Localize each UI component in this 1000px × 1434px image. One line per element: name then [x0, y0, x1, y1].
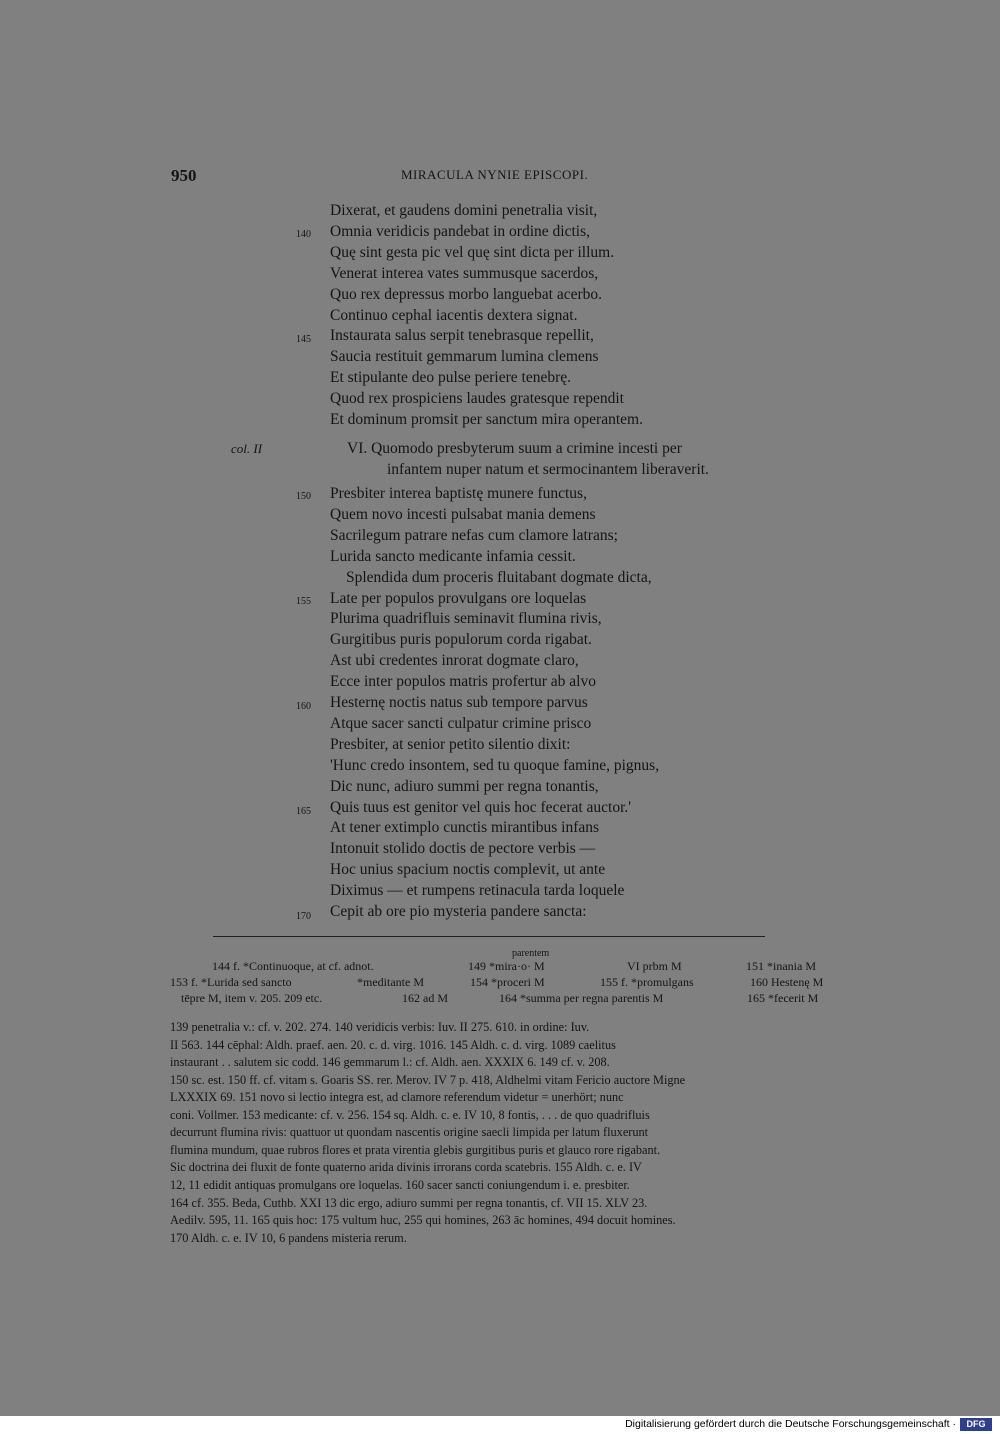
footnote-rule [213, 936, 765, 937]
note-line: instaurant . . salutem sic codd. 146 gemmarum l.: cf. Aldh. aen. XXXIX 6. 149 cf. v. 208. [170, 1055, 610, 1070]
note-line: flumina mundum, quae rubros flores et prata virentia glebis gurgitibus puris et glauco rore rigabant. [170, 1142, 661, 1157]
note-line: 170 Aldh. c. e. IV 10, 6 pandens misteria rerum. [170, 1230, 407, 1245]
verse-line: Continuo cephal iacentis dextera signat. [330, 306, 578, 324]
verse-line: Venerat interea vates summusque sacerdos, [330, 264, 599, 282]
line-number: 165 [296, 806, 311, 817]
column-side-note: col. II [231, 441, 263, 456]
line-number: 150 [296, 491, 311, 502]
funding-notice: Digitalisierung gefördert durch die Deutsche Forschungsgemeinschaft · [625, 1418, 956, 1430]
apparatus-superscript: parentem [512, 948, 550, 959]
verse-line: Lurida sancto medicante infamia cessit. [330, 547, 576, 565]
verse-line: 'Hunc credo insontem, sed tu quoque famine, pignus, [330, 756, 660, 774]
note-line: Aedilv. 595, 11. 165 quis hoc: 175 vultum huc, 255 qui homines, 263 āc homines, 494 docuit homines. [170, 1213, 676, 1228]
line-number: 170 [296, 911, 311, 922]
apparatus-entry: 162 ad M [402, 991, 448, 1005]
verse-line: Quę sint gesta pic vel quę sint dicta per illum. [330, 243, 615, 261]
running-title: MIRACULA NYNIE EPISCOPI. [401, 167, 589, 182]
apparatus-entry: *meditante M [357, 975, 424, 989]
note-line: 164 cf. 355. Beda, Cuthb. XXI 13 dic ergo, adiuro summi per regna tonantis, cf. VII 15. XLV 23. [170, 1195, 648, 1210]
verse-line: Gurgitibus puris populorum corda rigabat. [330, 631, 592, 649]
verse-line: Quis tuus est genitor vel quis hoc fecerat auctor.' [330, 798, 632, 816]
line-number: 155 [296, 596, 311, 607]
apparatus-entry: 165 *fecerit M [747, 991, 819, 1005]
verse-line: Quod rex prospiciens laudes gratesque rependit [330, 390, 624, 408]
verse-line: Atque sacer sancti culpatur crimine prisco [330, 714, 592, 732]
note-line: Sic doctrina dei fluxit de fonte quaterno arida divinis irrorans corda scatebris. 155 Aldh. c. e. IV [170, 1160, 642, 1175]
note-line: 139 penetralia v.: cf. v. 202. 274. 140 veridicis verbis: Iuv. II 275. 610. in ordine: Iuv. [170, 1020, 590, 1034]
apparatus-entry: tēpre M, item v. 205. 209 etc. [181, 991, 323, 1005]
verse-line: Plurima quadrifluis seminavit flumina rivis, [330, 610, 602, 628]
verse-line: Saucia restituit gemmarum lumina clemens [330, 348, 599, 366]
apparatus-entry: 164 *summa per regna parentis M [499, 991, 664, 1005]
verse-line: Cepit ab ore pio mysteria pandere sancta: [330, 903, 587, 920]
line-number: 160 [296, 701, 311, 712]
verse-line: Dixerat, et gaudens domini penetralia visit, [330, 202, 598, 219]
apparatus-entry: 155 f. *promulgans [600, 975, 694, 989]
note-line: LXXXIX 69. 151 novo si lectio integra est, ad clamore referendum videtur = unerhört; nunc [170, 1090, 624, 1105]
verse-line: Omnia veridicis pandebat in ordine dictis, [330, 222, 590, 240]
apparatus-entry: 151 *inania M [746, 959, 816, 973]
note-line: decurrunt flumina rivis: quattuor ut quondam nascentis origine saecli limpida per latum fluxerunt [170, 1125, 649, 1140]
apparatus-entry: 154 *proceri M [470, 975, 545, 989]
verse-line: Instaurata salus serpit tenebrasque repellit, [330, 327, 594, 345]
verse-line: Ast ubi credentes inrorat dogmate claro, [330, 652, 579, 670]
verse-line: Dic nunc, adiuro summi per regna tonantis, [330, 777, 599, 795]
note-line: 150 sc. est. 150 ff. cf. vitam s. Goaris SS. rer. Merov. IV 7 p. 418, Aldhelmi vitam Fericio auctore Migne [170, 1072, 686, 1087]
apparatus-entry: 149 *mira·o· M [468, 959, 545, 973]
chapter-heading-line: VI. Quomodo presbyterum suum a crimine incesti per [347, 440, 682, 457]
note-line: 12, 11 edidit antiquas promulgans ore loquelas. 160 sacer sancti coniungendum i. e. presbiter. [170, 1177, 630, 1192]
verse-line: Hoc unius spacium noctis complevit, ut ante [330, 861, 606, 879]
apparatus-entry: 160 Hestenę M [750, 975, 824, 989]
verse-line: Ecce inter populos matris profertur ab alvo [330, 673, 596, 691]
verse-line: Presbiter, at senior petito silentio dixit: [330, 735, 571, 753]
verse-line: Quo rex depressus morbo languebat acerbo. [330, 285, 603, 303]
apparatus-entry: 144 f. *Continuoque, at cf. adnot. [212, 959, 374, 973]
verse-line: Late per populos provulgans ore loquelas [330, 589, 587, 607]
verse-line: Quem novo incesti pulsabat mania demens [330, 505, 596, 523]
page-number: 950 [171, 166, 197, 185]
verse-line: Intonuit stolido doctis de pectore verbis — [330, 840, 596, 858]
chapter-heading-line: infantem nuper natum et sermocinantem liberaverit. [387, 461, 709, 478]
verse-line: Diximus — et rumpens retinacula tarda loquele [330, 882, 625, 900]
line-number: 145 [296, 334, 311, 345]
verse-line: Et stipulante deo pulse periere tenebrę. [330, 369, 572, 387]
apparatus-entry: VI prbm M [627, 959, 682, 973]
verse-line: At tener extimplo cunctis mirantibus infans [330, 819, 600, 837]
verse-line: Presbiter interea baptistę munere functus, [330, 485, 587, 502]
note-line: coni. Vollmer. 153 medicante: cf. v. 256. 154 sq. Aldh. c. e. IV 10, 8 fontis, . . . de quo quadrifluis [170, 1107, 650, 1122]
verse-line: Et dominum promsit per sanctum mira operantem. [330, 411, 643, 428]
note-line: II 563. 144 cēphal: Aldh. praef. aen. 20. c. d. virg. 1016. 145 Aldh. c. d. virg. 1089 caelitus [170, 1037, 616, 1052]
line-number: 140 [296, 229, 311, 240]
dfg-logo: DFG [960, 1418, 992, 1431]
verse-line: Splendida dum proceris fluitabant dogmate dicta, [346, 568, 652, 586]
footer-bar [0, 1416, 1000, 1434]
apparatus-entry: 153 f. *Lurida sed sancto [170, 975, 292, 989]
verse-line: Hesternę noctis natus sub tempore parvus [330, 694, 588, 711]
verse-line: Sacrilegum patrare nefas cum clamore latrans; [330, 526, 618, 544]
